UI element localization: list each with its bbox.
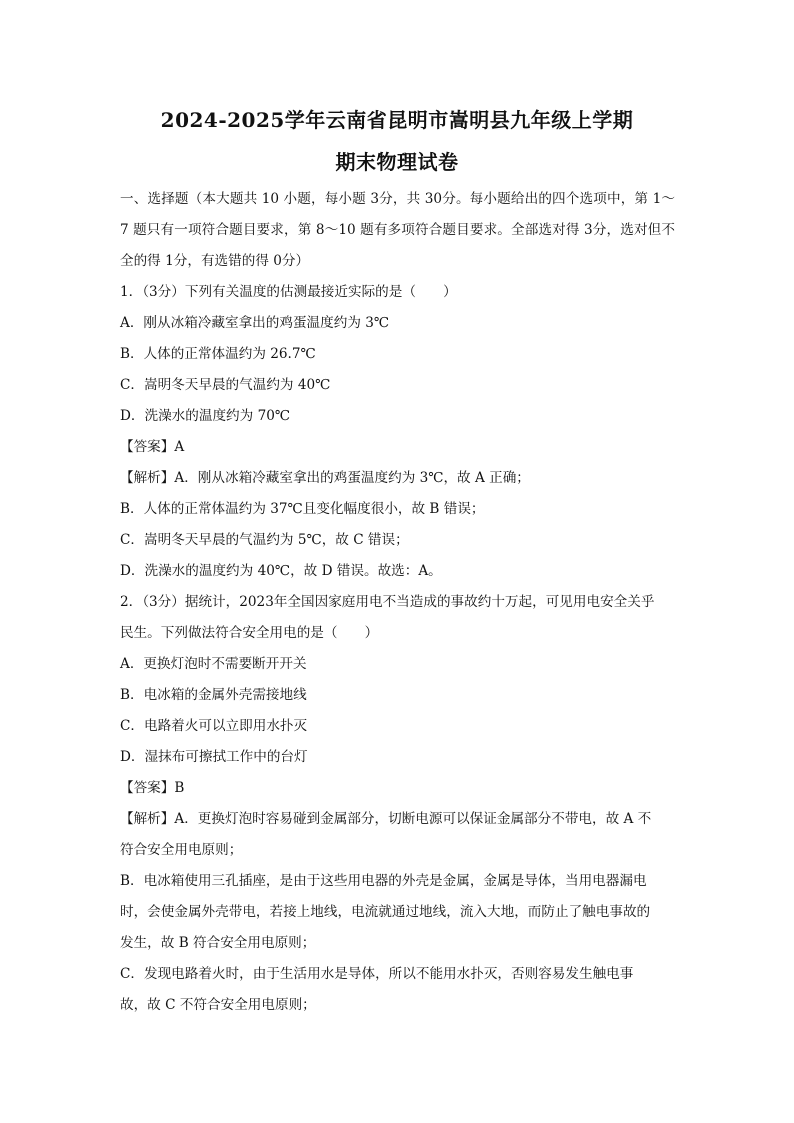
question-1-option-b: B．人体的正常体温约为 26.7℃ (120, 346, 316, 362)
question-1-analysis-line: 【解析】A．刚从冰箱冷藏室拿出的鸡蛋温度约为 3℃，故 A 正确； (120, 470, 530, 486)
question-2-analysis-line: 发生，故 B 符合安全用电原则； (120, 935, 316, 951)
question-1-option-d: D．洗澡水的温度约为 70℃ (120, 408, 291, 424)
question-1-option-c: C．嵩明冬天早晨的气温约为 40℃ (120, 377, 331, 393)
question-1-option-a: A．刚从冰箱冷藏室拿出的鸡蛋温度约为 3℃ (120, 315, 390, 331)
question-2-analysis-line: 【解析】A．更换灯泡时容易碰到金属部分，切断电源可以保证金属部分不带电，故 A 不 (120, 811, 652, 827)
question-2-option-a: A．更换灯泡时不需要断开开关 (120, 656, 307, 672)
exam-content (120, 184, 675, 1021)
question-1-analysis-line: C．嵩明冬天早晨的气温约为 5℃，故 C 错误； (120, 532, 409, 548)
exam-title-line1: 2024-2025学年云南省昆明市嵩明县九年级上学期 (160, 108, 634, 132)
question-2-stem-line1: 2．（3分）据统计，2023年全国因家庭用电不当造成的事故约十万起，可见用电安全关乎 (120, 594, 655, 610)
question-1-answer: 【答案】A (120, 439, 185, 455)
question-1-analysis-line: B．人体的正常体温约为 37℃且变化幅度很小，故 B 错误； (120, 501, 485, 517)
question-2-option-c: C．电路着火可以立即用水扑灭 (120, 718, 308, 734)
question-2-answer: 【答案】B (120, 780, 185, 796)
question-2-analysis-line: B．电冰箱使用三孔插座，是由于这些用电器的外壳是金属，金属是导体，当用电器漏电 (120, 873, 647, 889)
question-1-stem: 1．（3分）下列有关温度的估测最接近实际的是（ ） (120, 284, 457, 300)
exam-title-line2: 期末物理试卷 (335, 150, 459, 174)
question-2-analysis-line: 时，会使金属外壳带电，若接上地线，电流就通过地线，流入大地，而防止了触电事故的 (120, 904, 651, 920)
question-2-stem-line2: 民生。下列做法符合安全用电的是（ ） (120, 625, 379, 641)
section-intro: 一、选择题（本大题共 10 小题，每小题 3分，共 30分。每小题给出的四个选项中，第 1～7 题只有一项符合题目要求，第 8～10 题有多项符合题目要求。全部选对得 3分，选对但不全的得 1分，有选错的得 0分） (120, 191, 675, 269)
question-2-analysis-line: C．发现电路着火时，由于生活用水是导体，所以不能用水扑灭，否则容易发生触电事 (120, 966, 634, 982)
question-2-option-b: B．电冰箱的金属外壳需接地线 (120, 687, 307, 703)
question-2-analysis-line: 故，故 C 不符合安全用电原则； (120, 997, 316, 1013)
question-2-analysis-line: 符合安全用电原则； (120, 842, 243, 858)
question-1-analysis-line: D．洗澡水的温度约为 40℃，故 D 错误。故选：A。 (120, 563, 442, 579)
question-2-option-d: D．湿抹布可擦拭工作中的台灯 (120, 749, 308, 765)
